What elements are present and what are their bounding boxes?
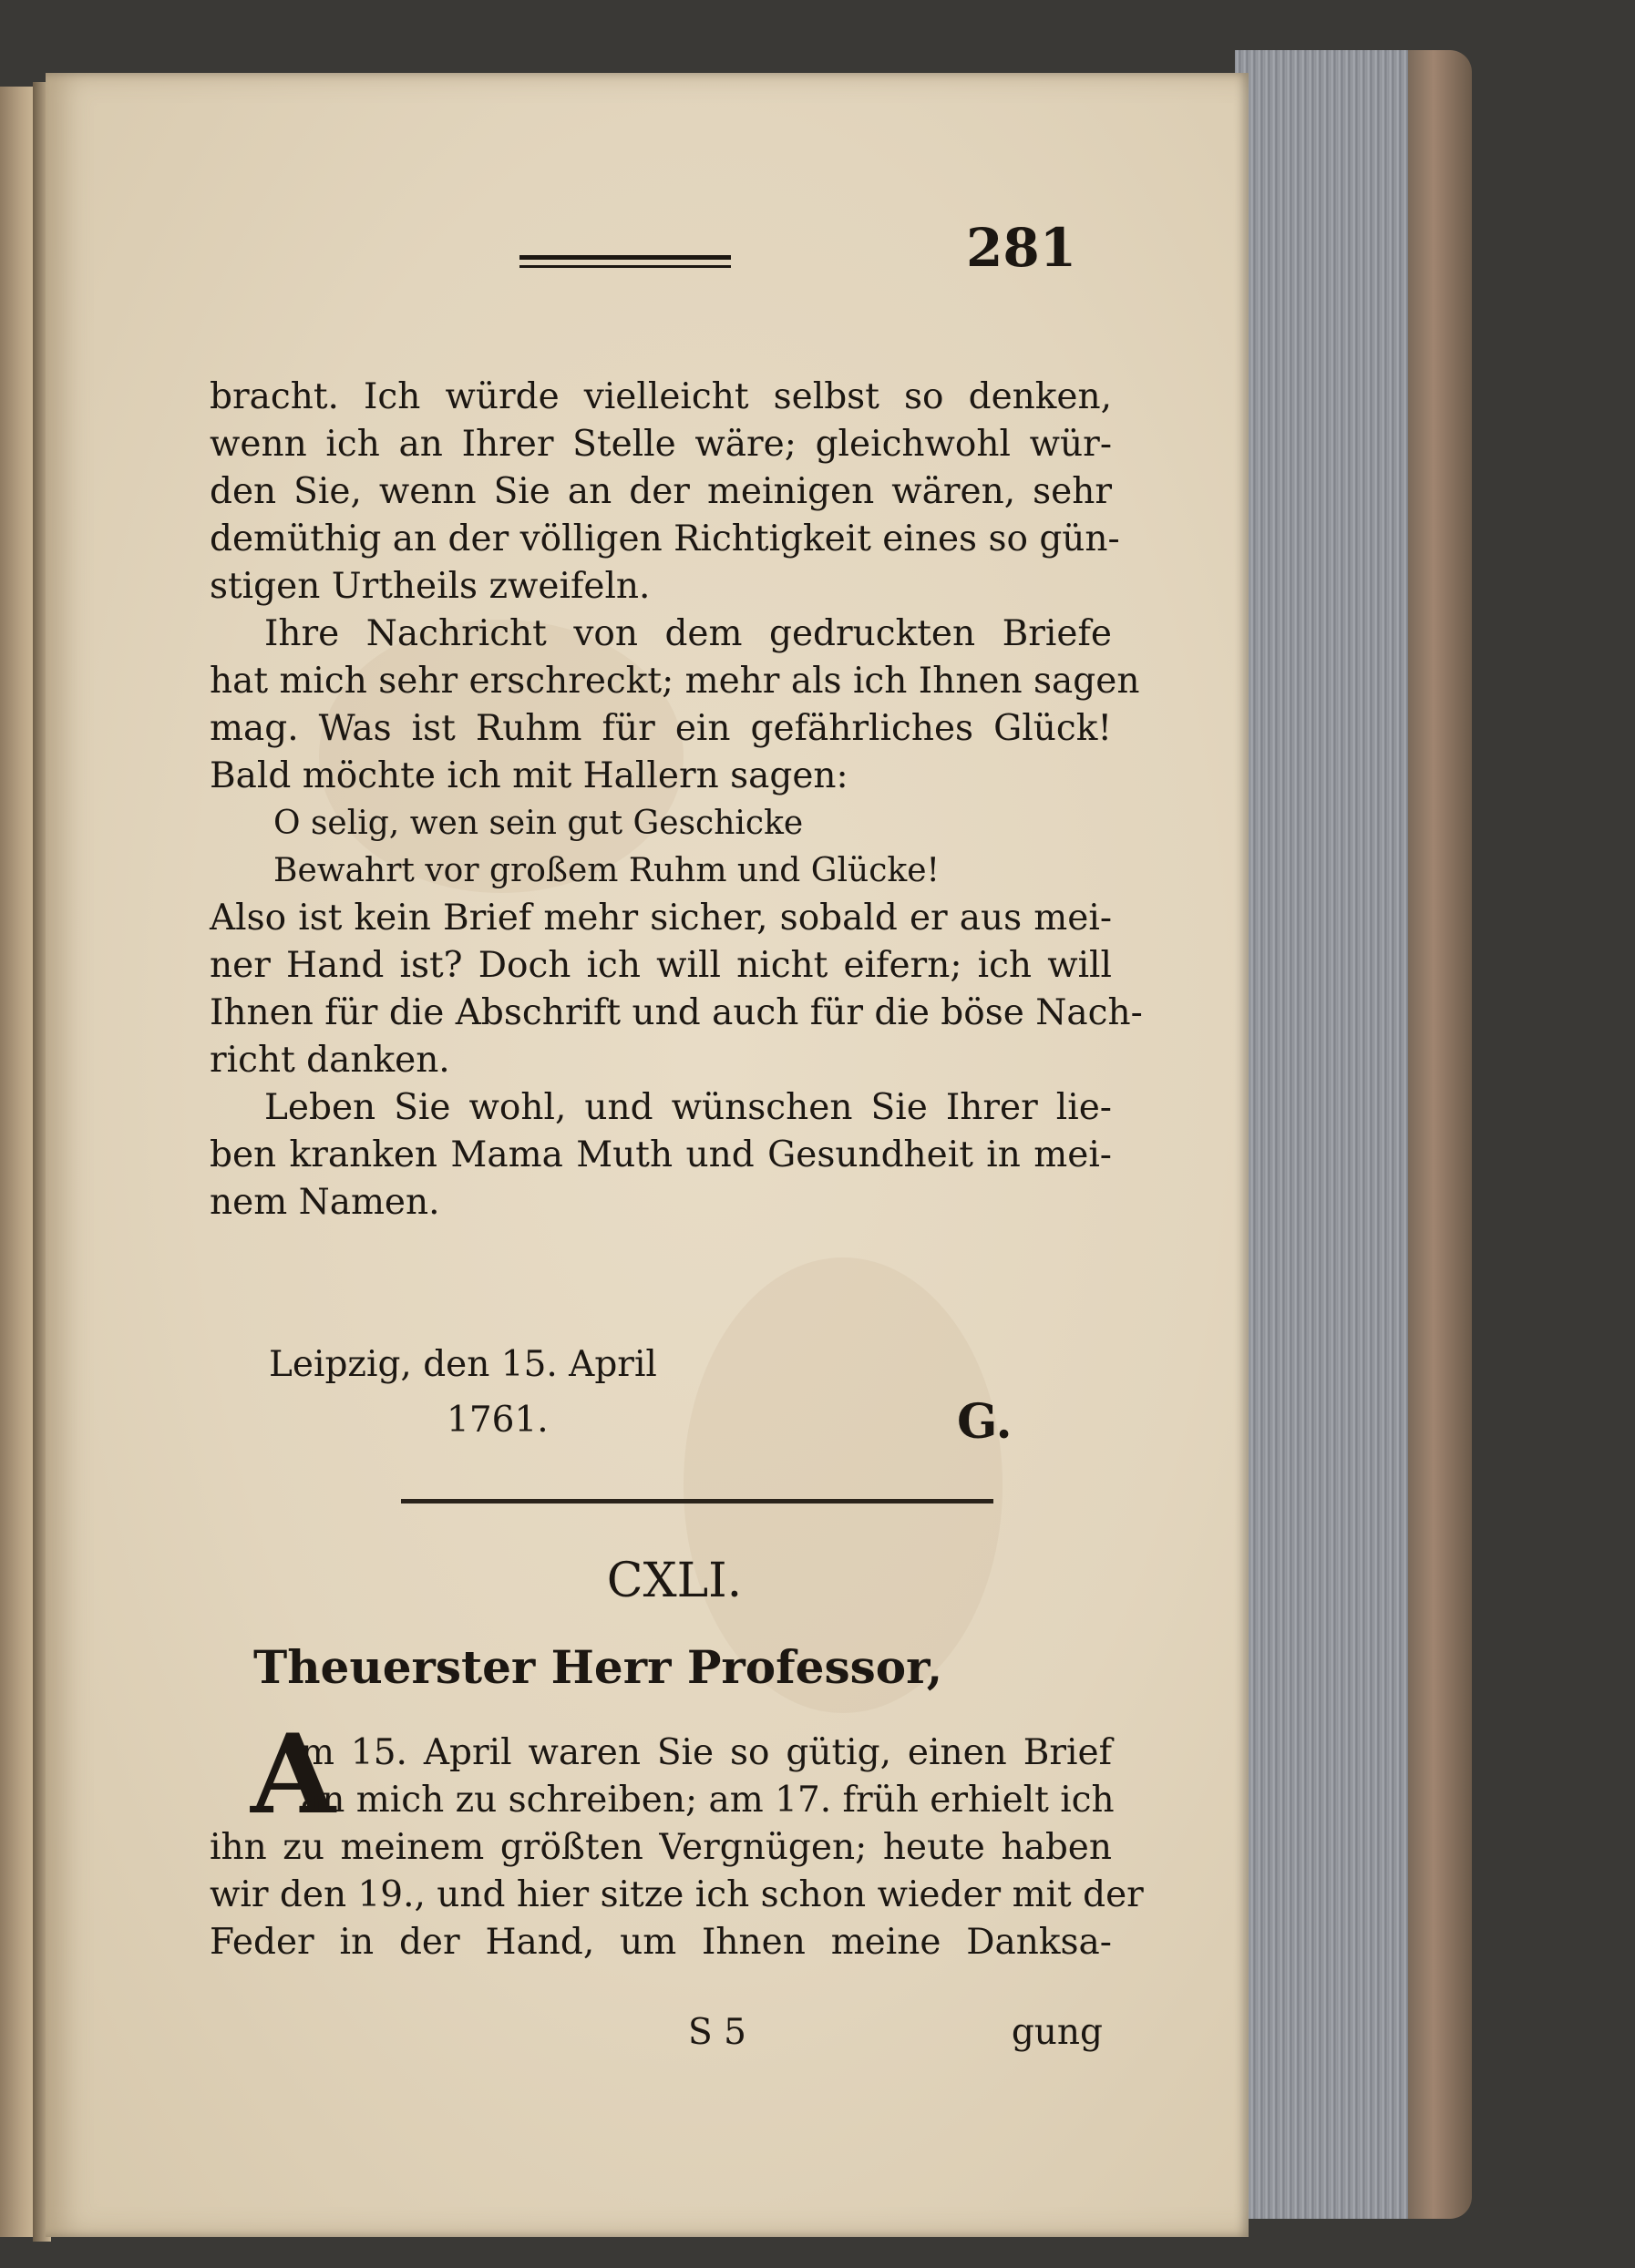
text-line: bracht. Ich würde vielleicht selbst so denken, <box>210 376 1112 417</box>
text-line: hat mich sehr erschreckt; mehr als ich Ihnen sagen <box>210 661 1140 702</box>
book-page <box>46 73 1249 2237</box>
text-line: Feder in der Hand, um Ihnen meine Danksa- <box>210 1922 1112 1963</box>
drop-cap: A <box>251 1710 336 1839</box>
printer-signature-mark: S 5 <box>688 2012 746 2053</box>
text-line: stigen Urtheils zweifeln. <box>210 566 651 607</box>
text-line: ner Hand ist? Doch ich will nicht eifern; ich will <box>210 945 1112 986</box>
text-line: wir den 19., und hier sitze ich schon wieder mit der <box>210 1874 1144 1915</box>
verse-line: O selig, wen sein gut Geschicke <box>273 805 804 842</box>
letter-text-bottom <box>210 1729 1144 1966</box>
text-line: Ihnen für die Abschrift und auch für die böse Nach- <box>210 992 1143 1033</box>
text-line: nem Namen. <box>210 1182 440 1223</box>
text-line: Also ist kein Brief mehr sicher, sobald er aus mei- <box>210 898 1112 939</box>
letter-date-place: Leipzig, den 15. April <box>269 1344 657 1385</box>
text-line: wenn ich an Ihrer Stelle wäre; gleichwohl wür- <box>210 424 1112 465</box>
salutation: Theuerster Herr Professor, <box>253 1640 943 1694</box>
text-line: richt danken. <box>210 1040 450 1081</box>
text-line: Bald möchte ich mit Hallern sagen: <box>210 755 848 796</box>
section-divider <box>401 1499 993 1503</box>
text-line: ihn zu meinem größten Vergnügen; heute haben <box>210 1827 1112 1868</box>
letter-signature: G. <box>957 1394 1013 1450</box>
text-line: Ihre Nachricht von dem gedruckten Briefe <box>264 613 1112 654</box>
text-line: mag. Was ist Ruhm für ein gefährliches Glück! <box>210 708 1112 749</box>
text-line: an mich zu schreiben; am 17. früh erhielt ich <box>301 1780 1115 1821</box>
page-footer <box>210 2012 1112 2059</box>
text-line: m 15. April waren Sie so gütig, einen Brief <box>301 1732 1112 1773</box>
header-rule <box>519 255 731 268</box>
verse-line: Bewahrt vor großem Ruhm und Glücke! <box>273 852 940 889</box>
page-edges-block <box>1235 50 1454 2219</box>
text-line: Leben Sie wohl, und wünschen Sie Ihrer lie- <box>264 1087 1112 1128</box>
text-line: ben kranken Mama Muth und Gesundheit in mei- <box>210 1134 1112 1175</box>
letter-number-heading: CXLI. <box>606 1554 743 1608</box>
page-number: 281 <box>966 217 1077 279</box>
catchword: gung <box>1011 2012 1103 2053</box>
text-line: den Sie, wenn Sie an der meinigen wären, sehr <box>210 471 1112 512</box>
letter-date-year: 1761. <box>447 1400 549 1441</box>
left-page-edge <box>0 87 36 2237</box>
letter-text-top <box>210 374 1143 1226</box>
text-line: demüthig an der völligen Richtigkeit eines so gün- <box>210 518 1120 559</box>
